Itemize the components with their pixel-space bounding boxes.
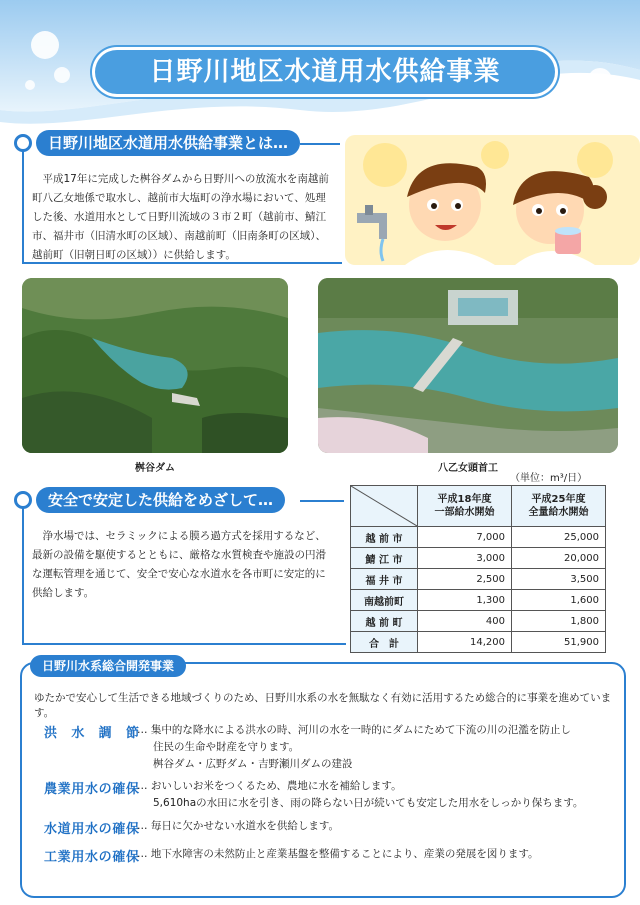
- tap-water-text: [137, 818, 607, 835]
- row-value-2006: 400: [418, 611, 512, 632]
- industrial-water-label: 工業用水の確保: [44, 850, 139, 865]
- agricultural-water-line: 5,610haの水田に水を引き、雨の降らない日が続いても安定した用水をしっかり保ちます。: [153, 797, 584, 809]
- flood-control-line: 桝谷ダム・広野ダム・吉野瀬川ダムの建設: [153, 758, 353, 770]
- row-value-2006: 2,500: [418, 569, 512, 590]
- row-value-2013: 25,000: [512, 527, 606, 548]
- agricultural-water-line: … おいしいお米をつくるため、農地に水を補給します。: [137, 780, 402, 792]
- row-name: 鯖 江 市: [351, 548, 418, 569]
- diagonal-line-icon: [351, 486, 417, 526]
- row-name: 合 計: [351, 632, 418, 653]
- col-2006-line1: 平成18年度: [437, 494, 492, 505]
- agricultural-water-text: [137, 778, 607, 812]
- row-value-2013: 3,500: [512, 569, 606, 590]
- section2-body: 浄水場では、セラミックによる膜ろ過方式を採用するなど、最新の設備を駆使するとともに、厳格な水質検査や施設の円滑な運転管理を通じて、安全で安心な水道水を各市町に安定的に供給します。: [32, 530, 326, 599]
- section3-heading: 日野川水系総合開発事業: [30, 655, 186, 677]
- tap-water-label: 水道用水の確保: [44, 822, 139, 837]
- masudani-dam-photo: [22, 278, 288, 453]
- table-row: [351, 590, 606, 611]
- row-name: 南越前町: [351, 590, 418, 611]
- row-value-2013: 20,000: [512, 548, 606, 569]
- col-2013-line1: 平成25年度: [531, 494, 586, 505]
- flood-control-label: 洪水調節: [44, 726, 139, 741]
- flood-control-line: … 集中的な降水による洪水の時、河川の水を一時的にダムにためて下流の川の氾濫を防止し: [137, 724, 571, 736]
- col-2006-line2: 一部給水開始: [434, 507, 495, 518]
- table-row: [351, 611, 606, 632]
- children-drinking-water-illustration: [345, 135, 640, 265]
- flood-control-text: [137, 722, 607, 773]
- section1-body: 平成17年に完成した桝谷ダムから日野川への放流水を南越前町八乙女地係で取水し、越前市大塩町の浄水場において、処理した後、水道用水として日野川流域の３市２町（越前市、鯖江市、福井市（旧清水町の区域）、南越前町（旧南条町の区域）、越前町（旧朝日町の区域））に供給します。: [32, 173, 329, 261]
- yaotome-headworks-photo: [318, 278, 618, 453]
- section1-bullet-icon: [14, 134, 32, 152]
- industrial-water-line: … 地下水障害の未然防止と産業基盤を整備することにより、産業の発展を図ります。: [137, 848, 539, 860]
- row-value-2013: 1,600: [512, 590, 606, 611]
- section2-bullet-icon: [14, 491, 32, 509]
- weir-photo-caption: 八乙女頭首工: [438, 463, 498, 474]
- page-title: 日野川地区水道用水供給事業: [95, 50, 555, 94]
- table-total-row: [351, 632, 606, 653]
- table-row: [351, 569, 606, 590]
- row-value-2013: 51,900: [512, 632, 606, 653]
- table-header-row: [351, 486, 606, 527]
- row-name: 福 井 市: [351, 569, 418, 590]
- dam-photo-caption: 桝谷ダム: [135, 463, 175, 474]
- water-supply-table: [350, 485, 606, 653]
- section1-rule: [300, 143, 340, 145]
- table-row: [351, 527, 606, 548]
- row-value-2006: 3,000: [418, 548, 512, 569]
- section2-heading: 安全で安定した供給をめざして…: [36, 487, 285, 513]
- section2-rule: [300, 500, 344, 502]
- table-corner-cell: [351, 486, 418, 527]
- table-unit-label: （単位：m³/日）: [510, 473, 588, 484]
- col-2013-line2: 全量給水開始: [528, 507, 589, 518]
- row-name: 越 前 町: [351, 611, 418, 632]
- row-name: 越 前 市: [351, 527, 418, 548]
- row-value-2006: 7,000: [418, 527, 512, 548]
- tap-water-line: … 毎日に欠かせない水道水を供給します。: [137, 820, 339, 832]
- table-col-2013: [512, 486, 606, 527]
- agricultural-water-label: 農業用水の確保: [44, 782, 139, 797]
- flood-control-line: 住民の生命や財産を守ります。: [153, 741, 300, 753]
- row-value-2006: 14,200: [418, 632, 512, 653]
- section1-heading: 日野川地区水道用水供給事業とは…: [36, 130, 300, 156]
- section3-intro: ゆたかで安心して生活できる地域づくりのため、日野川水系の水を無駄なく有効に活用するため総合的に事業を進めています。: [34, 692, 612, 719]
- table-row: [351, 548, 606, 569]
- industrial-water-text: [137, 846, 607, 863]
- row-value-2006: 1,300: [418, 590, 512, 611]
- table-col-2006: [418, 486, 512, 527]
- row-value-2013: 1,800: [512, 611, 606, 632]
